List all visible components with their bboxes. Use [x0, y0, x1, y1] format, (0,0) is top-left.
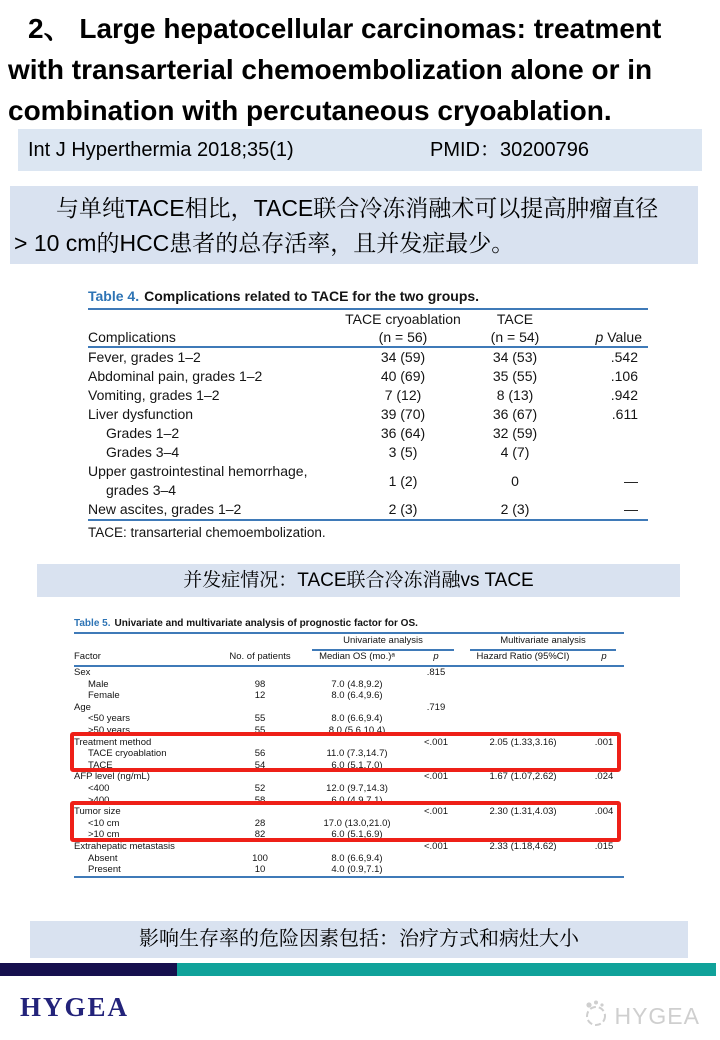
- column-header-patients: No. of patients: [229, 651, 291, 662]
- table-cell: Sex: [74, 667, 91, 678]
- slide-title-line: with transarterial chemoembolization alone or in: [8, 54, 653, 85]
- table-cell: —: [624, 501, 638, 517]
- table-cell: >10 cm: [88, 829, 120, 841]
- table-cell: Grades 1–2: [106, 425, 180, 441]
- table-row: [74, 771, 624, 783]
- conclusion-caption-bar: 影响生存率的危险因素包括：治疗方式和病灶大小: [30, 921, 688, 958]
- table5-header: [74, 633, 624, 666]
- table-row: [74, 864, 624, 877]
- table-cell: Extrahepatic metastasis: [74, 840, 175, 852]
- table-cell: 2 (3): [388, 501, 418, 517]
- table-cell: 3 (5): [388, 444, 418, 460]
- table-cell: .015: [594, 840, 614, 852]
- table-cell: [462, 725, 584, 737]
- table-cell: Upper gastrointestinal hemorrhage, grades 3–4: [88, 462, 340, 500]
- table-cell: [584, 760, 624, 772]
- table-cell: Present: [88, 864, 121, 876]
- table-cell: [410, 760, 462, 772]
- table-cell: [304, 737, 410, 749]
- table-cell: 8 (13): [496, 387, 534, 403]
- table-row: [74, 737, 624, 749]
- table-row: [74, 818, 624, 830]
- table-cell: <10 cm: [88, 817, 120, 829]
- table-cell: [410, 690, 462, 702]
- table-cell: [216, 806, 304, 818]
- table-cell: [584, 679, 624, 691]
- table-cell: [410, 725, 462, 737]
- table-cell: [462, 853, 584, 865]
- table-row: [88, 405, 648, 424]
- table-cell: <.001: [423, 840, 449, 852]
- summary-banner: [10, 186, 698, 264]
- table-cell: [216, 737, 304, 749]
- table4-caption-text: Complications related to TACE for the two groups.: [144, 288, 480, 304]
- table-cell: 35 (55): [492, 368, 538, 384]
- table-cell: Vomiting, grades 1–2: [88, 387, 220, 403]
- table-cell: Age: [74, 701, 91, 713]
- table-cell: [584, 818, 624, 830]
- table-cell: 6.0 (4.9,7.1): [331, 794, 383, 806]
- slide-title-line: 2、 Large hepatocellular carcinomas: treatment: [28, 13, 662, 44]
- table-cell: 100: [252, 852, 268, 864]
- table-cell: [584, 748, 624, 760]
- table-cell: 28: [254, 817, 266, 829]
- table-cell: [462, 748, 584, 760]
- table-cell: [462, 679, 584, 691]
- table-cell: [216, 841, 304, 853]
- table-row: [88, 462, 648, 500]
- table-cell: .719: [426, 701, 446, 713]
- table-cell: 55: [254, 713, 266, 725]
- table-cell: [410, 713, 462, 725]
- footer-stripe-navy: [0, 963, 177, 976]
- table-cell: 40 (69): [380, 368, 426, 384]
- table-cell: Female: [88, 690, 120, 702]
- table-cell: New ascites, grades 1–2: [88, 501, 242, 517]
- table-cell: [584, 702, 624, 714]
- table-cell: 2 (3): [500, 501, 530, 517]
- table-cell: 58: [254, 794, 266, 806]
- table-cell: 12: [254, 690, 266, 702]
- column-header-p-univariate: p: [433, 651, 439, 662]
- table5-caption: [74, 618, 626, 629]
- table-cell: [462, 666, 584, 679]
- column-header-hazard-ratio: Hazard Ratio (95%CI): [476, 651, 570, 662]
- table-cell: [216, 702, 304, 714]
- table-cell: 8.0 (6.6,9.4): [331, 713, 383, 725]
- table-cell: 4 (7): [500, 444, 530, 460]
- table-cell: [410, 783, 462, 795]
- table-cell: 98: [254, 678, 266, 690]
- table-cell: [584, 713, 624, 725]
- table-row: [74, 783, 624, 795]
- table-cell: 8.0 (6.6,9.4): [331, 852, 383, 864]
- table-row: [74, 713, 624, 725]
- table-cell: <50 years: [88, 713, 130, 725]
- table-row: [74, 795, 624, 807]
- table-cell: .024: [594, 771, 614, 783]
- table4-caption: [88, 288, 650, 304]
- column-header-group2-n: (n = 54): [490, 329, 540, 345]
- table-row: [74, 760, 624, 772]
- table-cell: [564, 424, 648, 443]
- table-cell: [304, 702, 410, 714]
- column-header-factor: Complications: [88, 329, 176, 345]
- table-cell: [216, 771, 304, 783]
- column-header-group2: TACE: [496, 311, 534, 327]
- table-cell: 2.05 (1.33,3.16): [489, 736, 557, 748]
- table-cell: 56: [254, 748, 266, 760]
- table-cell: .542: [610, 349, 638, 365]
- table-cell: 8.0 (6.4,9.6): [331, 690, 383, 702]
- complications-table: [88, 308, 648, 521]
- table-row: [74, 841, 624, 853]
- slide-title: [8, 8, 714, 131]
- table-cell: [584, 783, 624, 795]
- column-header-p-multivariate: p: [601, 651, 607, 662]
- table-cell: [462, 702, 584, 714]
- table4-header: [88, 309, 648, 347]
- table-cell: Liver dysfunction: [88, 406, 194, 422]
- column-header-median-os: Median OS (mo.)ᵃ: [319, 651, 395, 662]
- table-row: [88, 347, 648, 367]
- table-cell: [462, 760, 584, 772]
- table-row: [74, 725, 624, 737]
- citation-bar: [18, 129, 702, 171]
- table-row: [88, 500, 648, 520]
- table-cell: .815: [426, 667, 446, 678]
- table-cell: 7 (12): [384, 387, 422, 403]
- table-cell: 55: [254, 724, 266, 736]
- table-row: [74, 679, 624, 691]
- table4-body: [88, 347, 648, 520]
- table-cell: [410, 818, 462, 830]
- table-cell: 7.0 (4.8,9.2): [331, 678, 383, 690]
- table-cell: [410, 795, 462, 807]
- complications-caption-bar: 并发症情况：TACE联合冷冻消融vs TACE: [37, 564, 680, 597]
- table-row: [88, 443, 648, 462]
- table-row: [74, 690, 624, 702]
- table-cell: [584, 666, 624, 679]
- table-cell: <.001: [423, 806, 449, 818]
- table-cell: <.001: [423, 771, 449, 783]
- table-cell: [584, 725, 624, 737]
- table-row: [74, 806, 624, 818]
- table-cell: [584, 690, 624, 702]
- table-cell: [216, 666, 304, 679]
- table-cell: .004: [594, 806, 614, 818]
- table-cell: <400: [88, 782, 110, 794]
- table-row: [74, 829, 624, 841]
- table-cell: 4.0 (0.9,7.1): [331, 864, 383, 876]
- table-cell: 1.67 (1.07,2.62): [489, 771, 557, 783]
- table-row: [74, 748, 624, 760]
- table-cell: AFP level (ng/mL): [74, 771, 150, 783]
- table-cell: [564, 443, 648, 462]
- table-row: [88, 424, 648, 443]
- hygea-watermark-icon: [582, 998, 610, 1034]
- table5-figure: [74, 618, 626, 878]
- summary-line: > 10 cm的HCC患者的总存活率，且并发症最少。: [14, 230, 515, 256]
- column-header-factor: Factor: [74, 651, 101, 662]
- table-cell: [304, 806, 410, 818]
- column-header-group1: TACE cryoablation: [345, 311, 461, 327]
- prognostic-factors-table: [74, 632, 624, 878]
- table-cell: 36 (64): [380, 425, 426, 441]
- table-cell: .106: [610, 368, 638, 384]
- table-cell: 34 (53): [492, 349, 538, 365]
- table-cell: [410, 829, 462, 841]
- table-cell: [304, 841, 410, 853]
- table-cell: [584, 795, 624, 807]
- table4-figure: [88, 288, 650, 540]
- table-cell: 10: [254, 864, 266, 876]
- table-cell: .611: [611, 406, 638, 422]
- table-cell: [304, 666, 410, 679]
- table4-caption-label: Table 4.: [88, 288, 140, 304]
- group-header-multivariate: Multivariate analysis: [462, 633, 624, 651]
- table-row: [74, 853, 624, 865]
- hygea-watermark: [582, 998, 700, 1034]
- table-cell: 6.0 (5.1,6.9): [331, 829, 383, 841]
- table-cell: 2.33 (1.18,4.62): [489, 840, 557, 852]
- table-cell: 0: [511, 472, 519, 489]
- footer-stripe-teal: [177, 963, 716, 976]
- table-cell: [410, 679, 462, 691]
- footer-stripe: [0, 963, 716, 976]
- table-cell: 8.0 (5.6,10.4): [328, 724, 386, 736]
- table-cell: Male: [88, 678, 109, 690]
- table-cell: [584, 829, 624, 841]
- table5-caption-text: Univariate and multivariate analysis of prognostic factor for OS.: [114, 618, 418, 629]
- summary-line: 与单纯TACE相比，TACE联合冷冻消融术可以提高肿瘤直径: [56, 195, 659, 221]
- table-cell: Abdominal pain, grades 1–2: [88, 368, 263, 384]
- table-cell: [410, 748, 462, 760]
- hygea-watermark-label: HYGEA: [614, 1002, 700, 1029]
- table-cell: [462, 713, 584, 725]
- table-cell: Fever, grades 1–2: [88, 349, 201, 365]
- table-row: [88, 386, 648, 405]
- table-cell: 54: [254, 759, 266, 771]
- column-header-pvalue: p Value: [595, 329, 642, 345]
- table-cell: 6.0 (5.1,7.0): [331, 759, 383, 771]
- table-cell: [584, 864, 624, 877]
- table-cell: [462, 795, 584, 807]
- table-cell: 17.0 (13.0,21.0): [323, 817, 391, 829]
- table-cell: [410, 853, 462, 865]
- table-cell: Grades 3–4: [106, 444, 180, 460]
- table5-caption-label: Table 5.: [74, 618, 111, 629]
- table-cell: [462, 690, 584, 702]
- table-cell: 52: [254, 782, 266, 794]
- table-cell: >50 years: [88, 724, 130, 736]
- table-cell: 39 (70): [380, 406, 426, 422]
- hygea-logo: HYGEA: [20, 992, 130, 1022]
- table-row: [74, 702, 624, 714]
- table-cell: —: [624, 472, 638, 489]
- table-cell: [462, 829, 584, 841]
- table-cell: [462, 864, 584, 877]
- table-cell: Absent: [88, 852, 118, 864]
- table4-footnote: TACE: transarterial chemoembolization.: [88, 525, 326, 540]
- table-cell: Treatment method: [74, 736, 152, 748]
- slide-title-line: combination with percutaneous cryoablation.: [8, 95, 612, 126]
- table-cell: >400: [88, 794, 110, 806]
- table-cell: 11.0 (7.3,14.7): [326, 748, 388, 760]
- journal-reference: Int J Hyperthermia 2018;35(1): [28, 139, 294, 161]
- column-header-group1-n: (n = 56): [378, 329, 428, 345]
- table-cell: [304, 771, 410, 783]
- table-cell: 2.30 (1.31,4.03): [489, 806, 557, 818]
- table-cell-line2: grades 3–4: [106, 482, 177, 498]
- table-cell: .001: [594, 736, 614, 748]
- table-cell: 12.0 (9.7,14.3): [326, 782, 388, 794]
- table-cell: [410, 864, 462, 877]
- pmid-reference: PMID：30200796: [430, 139, 589, 161]
- group-header-univariate: Univariate analysis: [304, 633, 462, 651]
- table-cell: TACE cryoablation: [88, 748, 167, 760]
- table-cell: Tumor size: [74, 806, 121, 818]
- table-cell: [584, 853, 624, 865]
- table-row: [74, 666, 624, 679]
- table-cell: .942: [610, 387, 638, 403]
- table-cell: <.001: [423, 736, 449, 748]
- table-cell: [462, 783, 584, 795]
- table-cell: 32 (59): [492, 425, 538, 441]
- table-cell: [462, 818, 584, 830]
- table-cell: 82: [254, 829, 266, 841]
- table-cell: TACE: [88, 759, 113, 771]
- table5-body: [74, 666, 624, 877]
- table-cell: 1 (2): [388, 472, 418, 489]
- table-cell: 36 (67): [492, 406, 538, 422]
- table-cell: 34 (59): [380, 349, 426, 365]
- table-row: [88, 367, 648, 386]
